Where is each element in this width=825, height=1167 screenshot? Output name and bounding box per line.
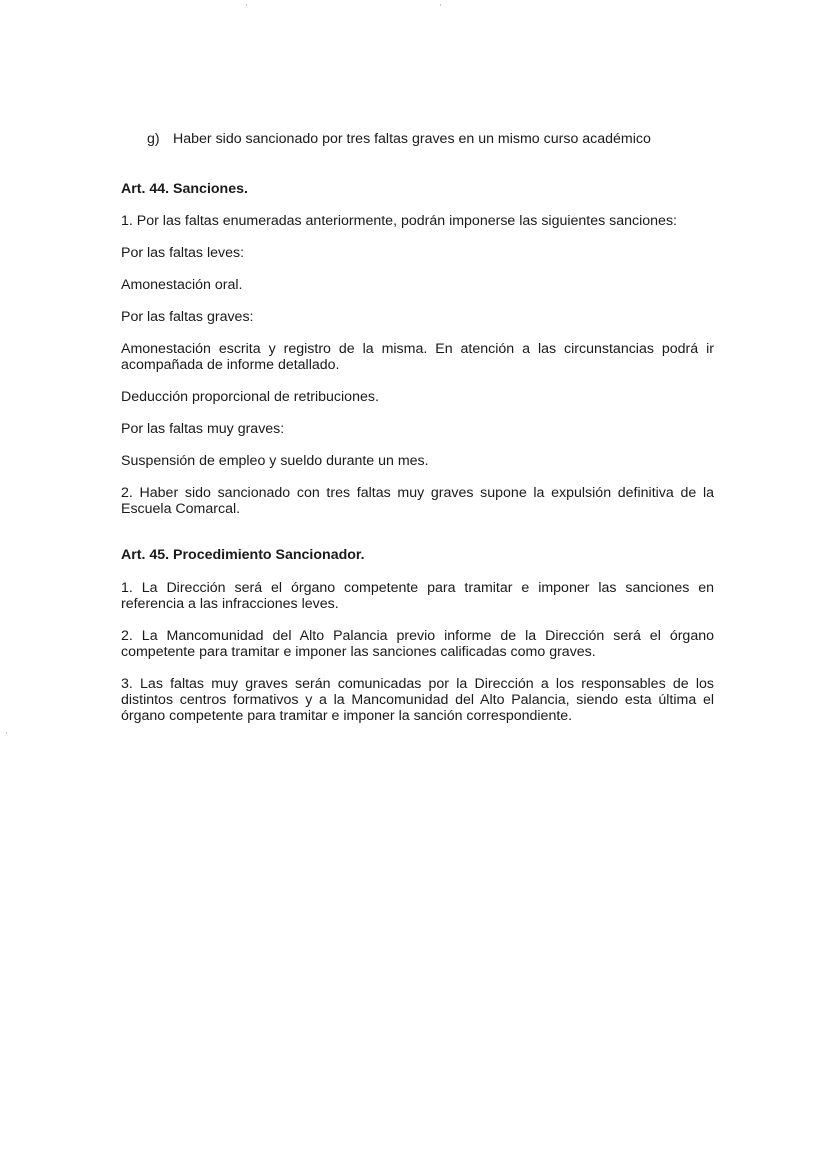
art45-paragraph-1: 1. La Dirección será el órgano competente para tramitar e imponer las sanciones en referencia a las infracciones leves. (121, 580, 714, 612)
list-item-g (147, 131, 651, 147)
scan-speck (440, 4, 441, 6)
art45-paragraph-2: 2. La Mancomunidad del Alto Palancia previo informe de la Dirección será el órgano competente para tramitar e imponer las sanciones calificadas como graves. (121, 628, 714, 660)
art44-heading: Art. 44. Sanciones. (121, 181, 248, 197)
art44-muy-graves-sanction: Suspensión de empleo y sueldo durante un mes. (121, 453, 429, 469)
scan-speck (246, 4, 247, 6)
art44-paragraph-1: 1. Por las faltas enumeradas anteriormente, podrán imponerse las siguientes sanciones: (121, 213, 677, 229)
art45-heading: Art. 45. Procedimiento Sancionador. (121, 547, 365, 563)
art44-paragraph-2: 2. Haber sido sancionado con tres faltas muy graves supone la expulsión definitiva de la Escuela Comarcal. (121, 485, 714, 517)
art44-leves-label: Por las faltas leves: (121, 245, 245, 261)
scan-speck (6, 732, 7, 734)
art44-graves-label: Por las faltas graves: (121, 309, 254, 325)
list-item-text: Haber sido sancionado por tres faltas graves en un mismo curso académico (173, 131, 651, 147)
art44-muy-graves-label: Por las faltas muy graves: (121, 421, 285, 437)
list-marker: g) (147, 131, 160, 147)
art45-paragraph-3: 3. Las faltas muy graves serán comunicadas por la Dirección a los responsables de los distintos centros formativos y a la Mancomunidad del Alto Palancia, siendo esta última el órgano competente para tramitar e imponer la sanción correspondiente. (121, 676, 714, 724)
art44-graves-sanction-1: Amonestación escrita y registro de la misma. En atención a las circunstancias podrá ir acompañada de informe detallado. (121, 341, 714, 373)
art44-leves-sanction: Amonestación oral. (121, 277, 243, 293)
art44-graves-sanction-2: Deducción proporcional de retribuciones. (121, 389, 379, 405)
